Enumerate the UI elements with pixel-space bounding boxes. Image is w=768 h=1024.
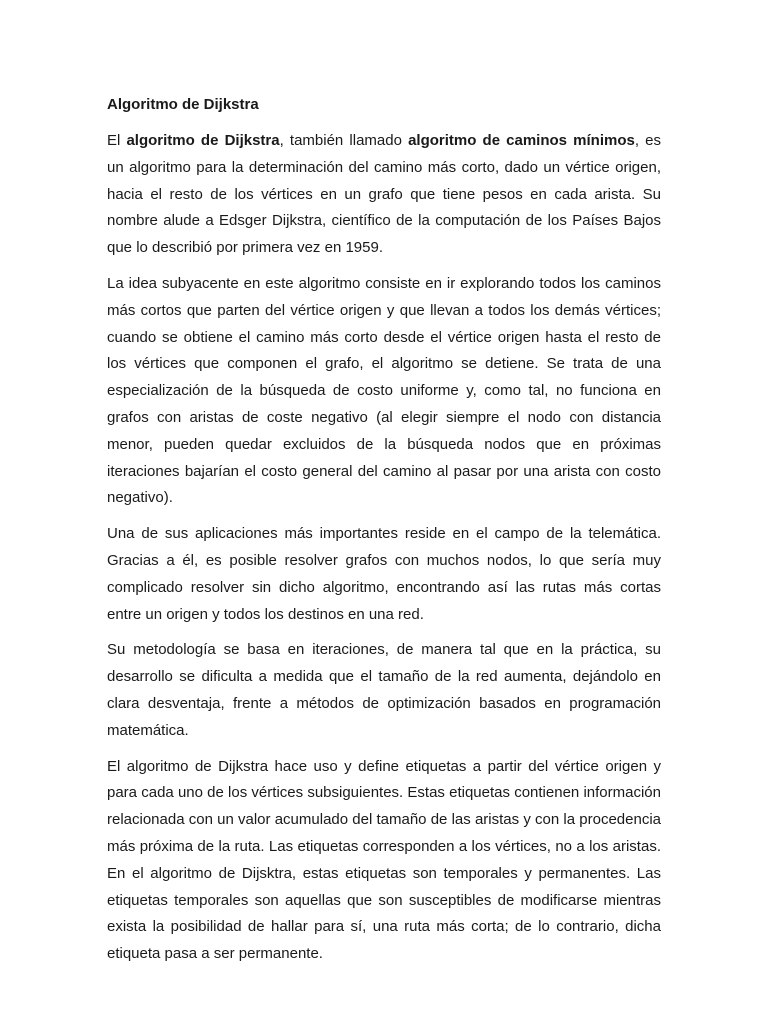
intro-bold-term-1: algoritmo de Dijkstra (126, 132, 280, 149)
intro-text-2: , también llamado (279, 132, 409, 149)
document-page (107, 94, 661, 977)
intro-paragraph (107, 128, 661, 262)
paragraph-idea: La idea subyacente en este algoritmo consiste en ir explorando todos los caminos más cortos que parten del vértice origen y que llevan a todos los demás vértices; cuando se obtiene el camino más corto desde el vértice origen hasta el resto de los vértices que componen el grafo, el algoritmo se detiene. Se trata de una especialización de la búsqueda de costo uniforme y, como tal, no funciona en grafos con aristas de coste negativo (al elegir siempre el nodo con distancia menor, pueden quedar excluidos de la búsqueda nodos que en próximas iteraciones bajarían el costo general del camino al pasar por una arista con costo negativo). (107, 274, 661, 507)
intro-text-3: , es un algoritmo para la determinación del camino más corto, dado un vértice origen, hacia el resto de los vértices en un grafo que tiene pesos en cada arista. Su nombre alude a Edsger Dijkstra, científico de la computación de los Países Bajos que lo describió por primera vez en 1959. (107, 132, 661, 257)
document-title: Algoritmo de Dijkstra (107, 96, 259, 113)
intro-text-1: El (107, 132, 127, 149)
paragraph-applications: Una de sus aplicaciones más importantes reside en el campo de la telemática. Gracias a él, es posible resolver grafos con muchos nodos, lo que sería muy complicado resolver sin dicho algoritmo, encontrando así las rutas más cortas entre un origen y todos los destinos en una red. (107, 525, 661, 623)
paragraph-labels: El algoritmo de Dijkstra hace uso y define etiquetas a partir del vértice origen y para cada uno de los vértices subsiguientes. Estas etiquetas contienen información relacionada con un valor acumulado del tamaño de las aristas y con la procedencia más próxima de la ruta. Las etiquetas corresponden a los vértices, no a los aristas. En el algoritmo de Dijsktra, estas etiquetas son temporales y permanentes. Las etiquetas temporales son aquellas que son susceptibles de modificarse mientras exista la posibilidad de hallar para sí, una ruta más corta; de lo contrario, dicha etiqueta pasa a ser permanente. (107, 757, 661, 963)
intro-bold-term-2: algoritmo de caminos mínimos (408, 132, 635, 149)
paragraph-methodology: Su metodología se basa en iteraciones, de manera tal que en la práctica, su desarrollo se dificulta a medida que el tamaño de la red aumenta, dejándolo en clara desventaja, frente a métodos de optimización basados en programación matemática. (107, 641, 661, 739)
